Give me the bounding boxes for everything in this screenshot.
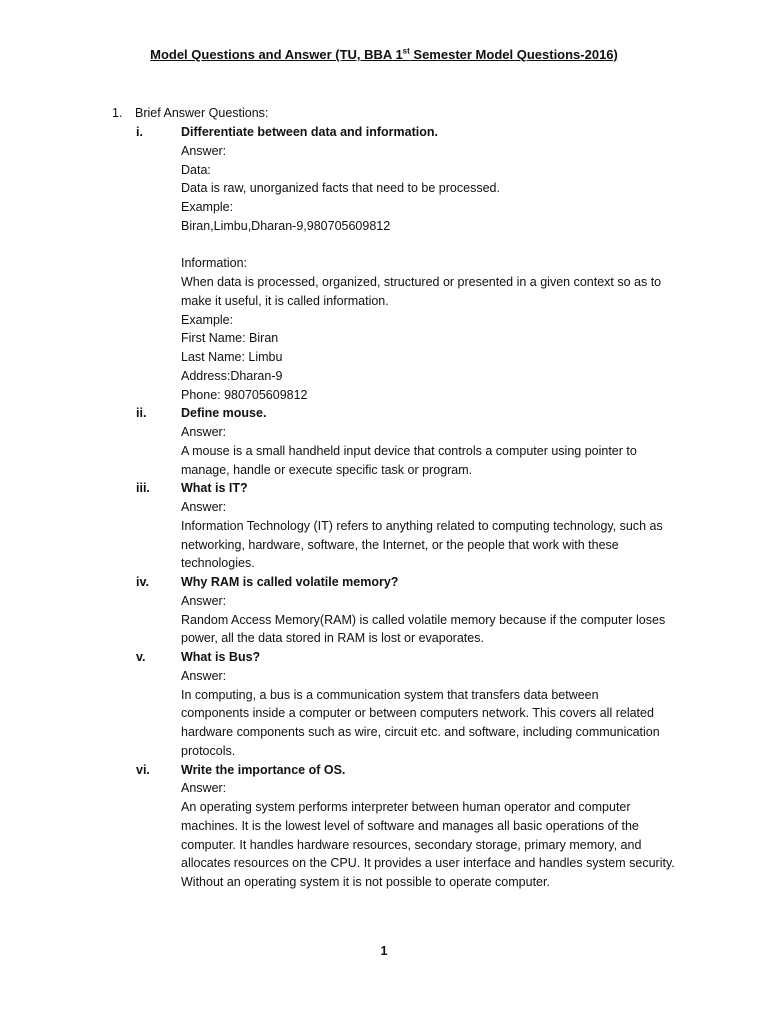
section-number: 1. <box>112 106 123 120</box>
answer-text-line: Random Access Memory(RAM) is called volatile memory because if the computer loses <box>181 612 666 627</box>
question-title: What is Bus? <box>181 650 261 664</box>
question-title: What is IT? <box>181 481 248 496</box>
answer-text-line: Data: <box>181 162 211 177</box>
question-title: Differentiate between data and information. <box>181 125 438 139</box>
answer-label: Answer: <box>181 593 227 608</box>
answer-text-line: In computing, a bus is a communication system that transfers data between <box>181 687 599 702</box>
answer-text-line: Last Name: Limbu <box>181 350 283 364</box>
answer-label: Answer: <box>181 425 227 439</box>
answer-text-line: Biran,Limbu,Dharan-9,980705609812 <box>181 218 391 233</box>
document-title-main: Model Questions and Answer (TU, BBA 1 <box>150 47 403 62</box>
answer-text-line: Example: <box>181 312 234 327</box>
answer-text-line: Information Technology (IT) refers to anything related to computing technology, such as <box>181 518 663 533</box>
answer-text-line: Without an operating system it is not possible to operate computer. <box>181 875 550 889</box>
answer-text-line: An operating system performs interpreter between human operator and computer <box>181 800 631 814</box>
document-title-rest: Semester Model Questions-2016) <box>409 47 618 62</box>
answer-text-line: hardware components such as wire, circuit etc. and software, including communication <box>181 725 660 739</box>
answer-text-line: components inside a computer or between computers network. This covers all related <box>181 706 654 721</box>
answer-text-line: When data is processed, organized, structured or presented in a given context so as to <box>181 275 662 289</box>
answer-label: Answer: <box>181 143 227 158</box>
page-number: 1 <box>380 944 388 958</box>
question-number: ii. <box>136 406 147 421</box>
answer-text-line: technologies. <box>181 556 255 571</box>
answer-text-line: manage, handle or execute specific task or program. <box>181 462 473 477</box>
answer-text-line: make it useful, it is called information. <box>181 293 389 308</box>
question-number: iii. <box>136 481 150 496</box>
section-title: Brief Answer Questions: <box>135 106 269 120</box>
answer-label: Answer: <box>181 781 227 796</box>
question-number: i. <box>136 125 143 139</box>
answer-text-line: protocols. <box>181 743 236 758</box>
document-title-superscript: st <box>402 46 410 56</box>
answer-label: Answer: <box>181 500 227 514</box>
question-title: Write the importance of OS. <box>181 762 346 777</box>
document-title <box>0 47 768 62</box>
answer-label: Answer: <box>181 668 227 683</box>
question-title: Why RAM is called volatile memory? <box>181 575 399 589</box>
question-title: Define mouse. <box>181 406 267 421</box>
answer-text-line: Example: <box>181 200 234 214</box>
answer-text-line: Data is raw, unorganized facts that need to be processed. <box>181 181 500 196</box>
answer-text-line: power, all the data stored in RAM is lost or evaporates. <box>181 631 484 646</box>
answer-text-line: machines. It is the lowest level of software and manages all basic operations of the <box>181 818 639 833</box>
answer-text-line: Address:Dharan-9 <box>181 368 283 383</box>
answer-text-line: First Name: Biran <box>181 331 279 346</box>
question-number: iv. <box>136 575 149 589</box>
answer-text-line: Information: <box>181 256 248 271</box>
answer-text-line: networking, hardware, software, the Internet, or the people that work with these <box>181 537 619 552</box>
answer-text-line: A mouse is a small handheld input device that controls a computer using pointer to <box>181 443 637 458</box>
answer-text-line: Phone: 980705609812 <box>181 387 308 402</box>
question-number: v. <box>136 650 146 664</box>
answer-text-line: allocates resources on the CPU. It provides a user interface and handles system security. <box>181 856 675 871</box>
question-number: vi. <box>136 762 150 777</box>
answer-text-line: computer. It handles hardware resources, secondary storage, primary memory, and <box>181 837 642 852</box>
